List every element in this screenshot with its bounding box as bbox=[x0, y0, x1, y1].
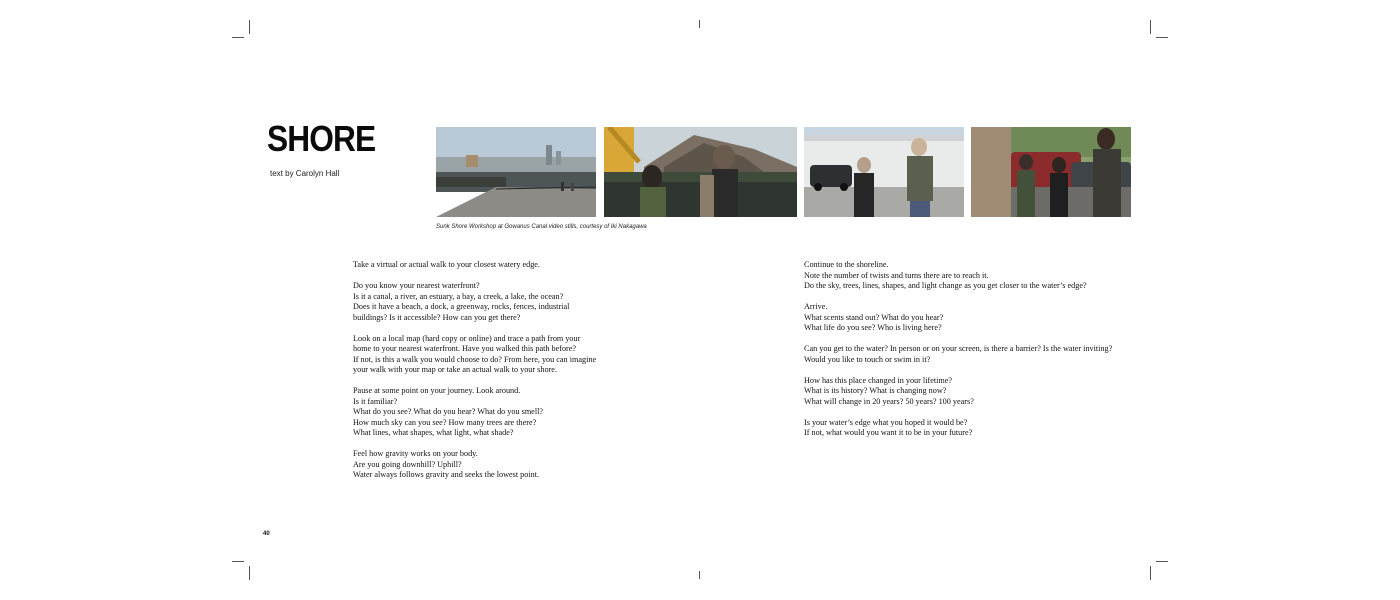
parking-lot-photo bbox=[804, 127, 964, 217]
paragraph: Pause at some point on your journey. Look around. Is it familiar? What do you see? What do you hear? What do you smell? How much sky can you see? How many trees are there? What lines, what shapes, what light, what shade? bbox=[353, 386, 543, 437]
paragraph: Continue to the shoreline. Note the number of twists and turns there are to reach it. Do the sky, trees, lines, shapes, and light change as you get closer to the water’s edge? bbox=[804, 260, 1087, 290]
crop-mark bbox=[1156, 37, 1168, 38]
crop-mark bbox=[249, 566, 250, 580]
paragraph: Is your water’s edge what you hoped it would be? If not, what would you want it to be in your future? bbox=[804, 417, 973, 437]
crop-mark bbox=[1150, 20, 1151, 34]
paragraph: How has this place changed in your lifetime? What is its history? What is changing now? What will change in 20 years? 50 years? 100 years? bbox=[804, 375, 974, 406]
crop-mark bbox=[249, 20, 250, 34]
crop-mark bbox=[699, 20, 700, 28]
page-title: SHORE bbox=[267, 118, 376, 159]
crop-mark bbox=[232, 561, 244, 562]
right-text-column bbox=[804, 260, 1134, 449]
paragraph: Look on a local map (hard copy or online) and trace a path from your home to your nearest waterfront. Have you walked this path before? If not, is this a walk you would choose to do? From here, you can imagine your walk with your map or take an actual walk to your shore. bbox=[353, 333, 597, 374]
crop-mark bbox=[1156, 561, 1168, 562]
scrap-metal-pile-photo bbox=[604, 127, 797, 217]
left-text-column bbox=[353, 260, 613, 491]
paragraph: Can you get to the water? In person or on your screen, is there a barrier? Is the water inviting? Would you like to touch or swim in it? bbox=[804, 344, 1113, 364]
crop-mark bbox=[1150, 566, 1151, 580]
page-number: 40 bbox=[263, 531, 270, 537]
crop-mark bbox=[699, 571, 700, 579]
paragraph: Arrive. What scents stand out? What do you hear? What life do you see? Who is living here? bbox=[804, 302, 944, 332]
paragraph: Take a virtual or actual walk to your closest watery edge. bbox=[353, 260, 540, 269]
byline: text by Carolyn Hall bbox=[270, 169, 340, 178]
paragraph: Feel how gravity works on your body. Are you going downhill? Uphill? Water always follows gravity and seeks the lowest point. bbox=[353, 449, 540, 479]
street-group-photo bbox=[971, 127, 1131, 217]
photo-caption: Sunk Shore Workshop at Gowanus Canal video stills, courtesy of Iki Nakagawa bbox=[436, 224, 647, 230]
canal-waterfront-photo bbox=[436, 127, 596, 217]
paragraph: Do you know your nearest waterfront? Is it a canal, a river, an estuary, a bay, a creek, a lake, the ocean? Does it have a beach, a dock, a greenway, rocks, fences, industrial buildings? Is it accessible? How can you get there? bbox=[353, 281, 570, 322]
crop-mark bbox=[232, 37, 244, 38]
